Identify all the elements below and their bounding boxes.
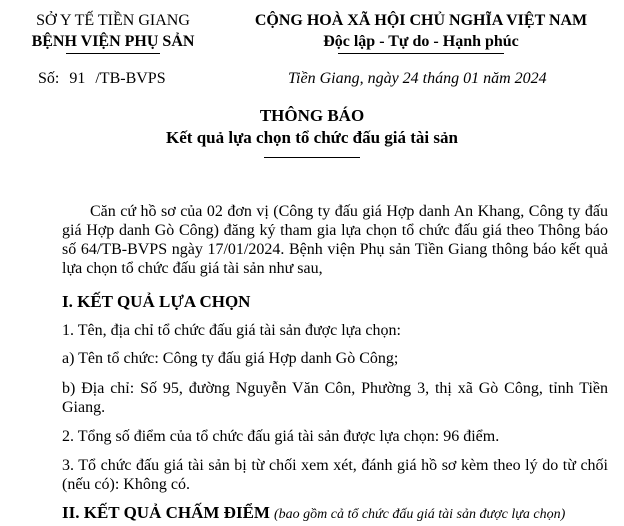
section-1-heading: I. KẾT QUẢ LỰA CHỌN bbox=[62, 292, 251, 311]
header-left-underline bbox=[66, 53, 160, 54]
document-title: THÔNG BÁO bbox=[259, 106, 365, 125]
section-2-note: (bao gồm cả tổ chức đấu giá tài sản được lựa chọn) bbox=[273, 507, 566, 522]
issuing-agency-block bbox=[18, 10, 208, 52]
organization-name: BỆNH VIỆN PHỤ SẢN bbox=[31, 33, 195, 50]
title-underline bbox=[264, 157, 360, 158]
document-subtitle: Kết quả lựa chọn tổ chức đấu giá tài sản bbox=[166, 128, 458, 147]
item-1a: a) Tên tổ chức: Công ty đấu giá Hợp danh Gò Công; bbox=[62, 350, 399, 367]
national-motto: Độc lập - Tự do - Hạnh phúc bbox=[323, 33, 519, 50]
item-2: 2. Tổng số điểm của tổ chức đấu giá tài sản được lựa chọn: 96 điểm. bbox=[62, 428, 500, 445]
number-value: 91 bbox=[69, 70, 86, 87]
intro-paragraph: Căn cứ hồ sơ của 02 đơn vị (Công ty đấu giá Hợp danh An Khang, Công ty đấu giá Hợp danh Gò Công) đăng ký tham gia lựa chọn tổ chức đấu giá theo Thông báo số 64/TB-BVPS ngày 17/01/2024. Bệnh viện Phụ sản Tiền Giang thông báo kết quả lựa chọn tổ chức đấu giá tài sản như sau, bbox=[62, 203, 608, 277]
item-1b: b) Địa chỉ: Số 95, đường Nguyễn Văn Côn, Phường 3, thị xã Gò Công, tỉnh Tiền Giang. bbox=[62, 380, 608, 416]
section-2-title: II. KẾT QUẢ CHẤM ĐIỂM bbox=[62, 503, 270, 522]
place-date: Tiền Giang, ngày 24 tháng 01 năm 2024 bbox=[288, 70, 547, 87]
republic-name: CỘNG HOÀ XÃ HỘI CHỦ NGHĨA VIỆT NAM bbox=[254, 12, 588, 29]
item-1: 1. Tên, địa chỉ tổ chức đấu giá tài sản được lựa chọn: bbox=[62, 322, 401, 339]
item-3: 3. Tổ chức đấu giá tài sản bị từ chối xem xét, đánh giá hồ sơ kèm theo lý do từ chối (nếu có): Không có. bbox=[62, 457, 608, 493]
header-right-underline bbox=[338, 53, 504, 54]
document-number bbox=[38, 70, 166, 88]
agency-name: SỞ Y TẾ TIỀN GIANG bbox=[36, 12, 190, 29]
section-2-heading bbox=[62, 503, 565, 523]
number-prefix: Số: bbox=[38, 70, 60, 87]
national-title-block bbox=[236, 10, 606, 52]
number-suffix: /TB-BVPS bbox=[95, 70, 166, 87]
